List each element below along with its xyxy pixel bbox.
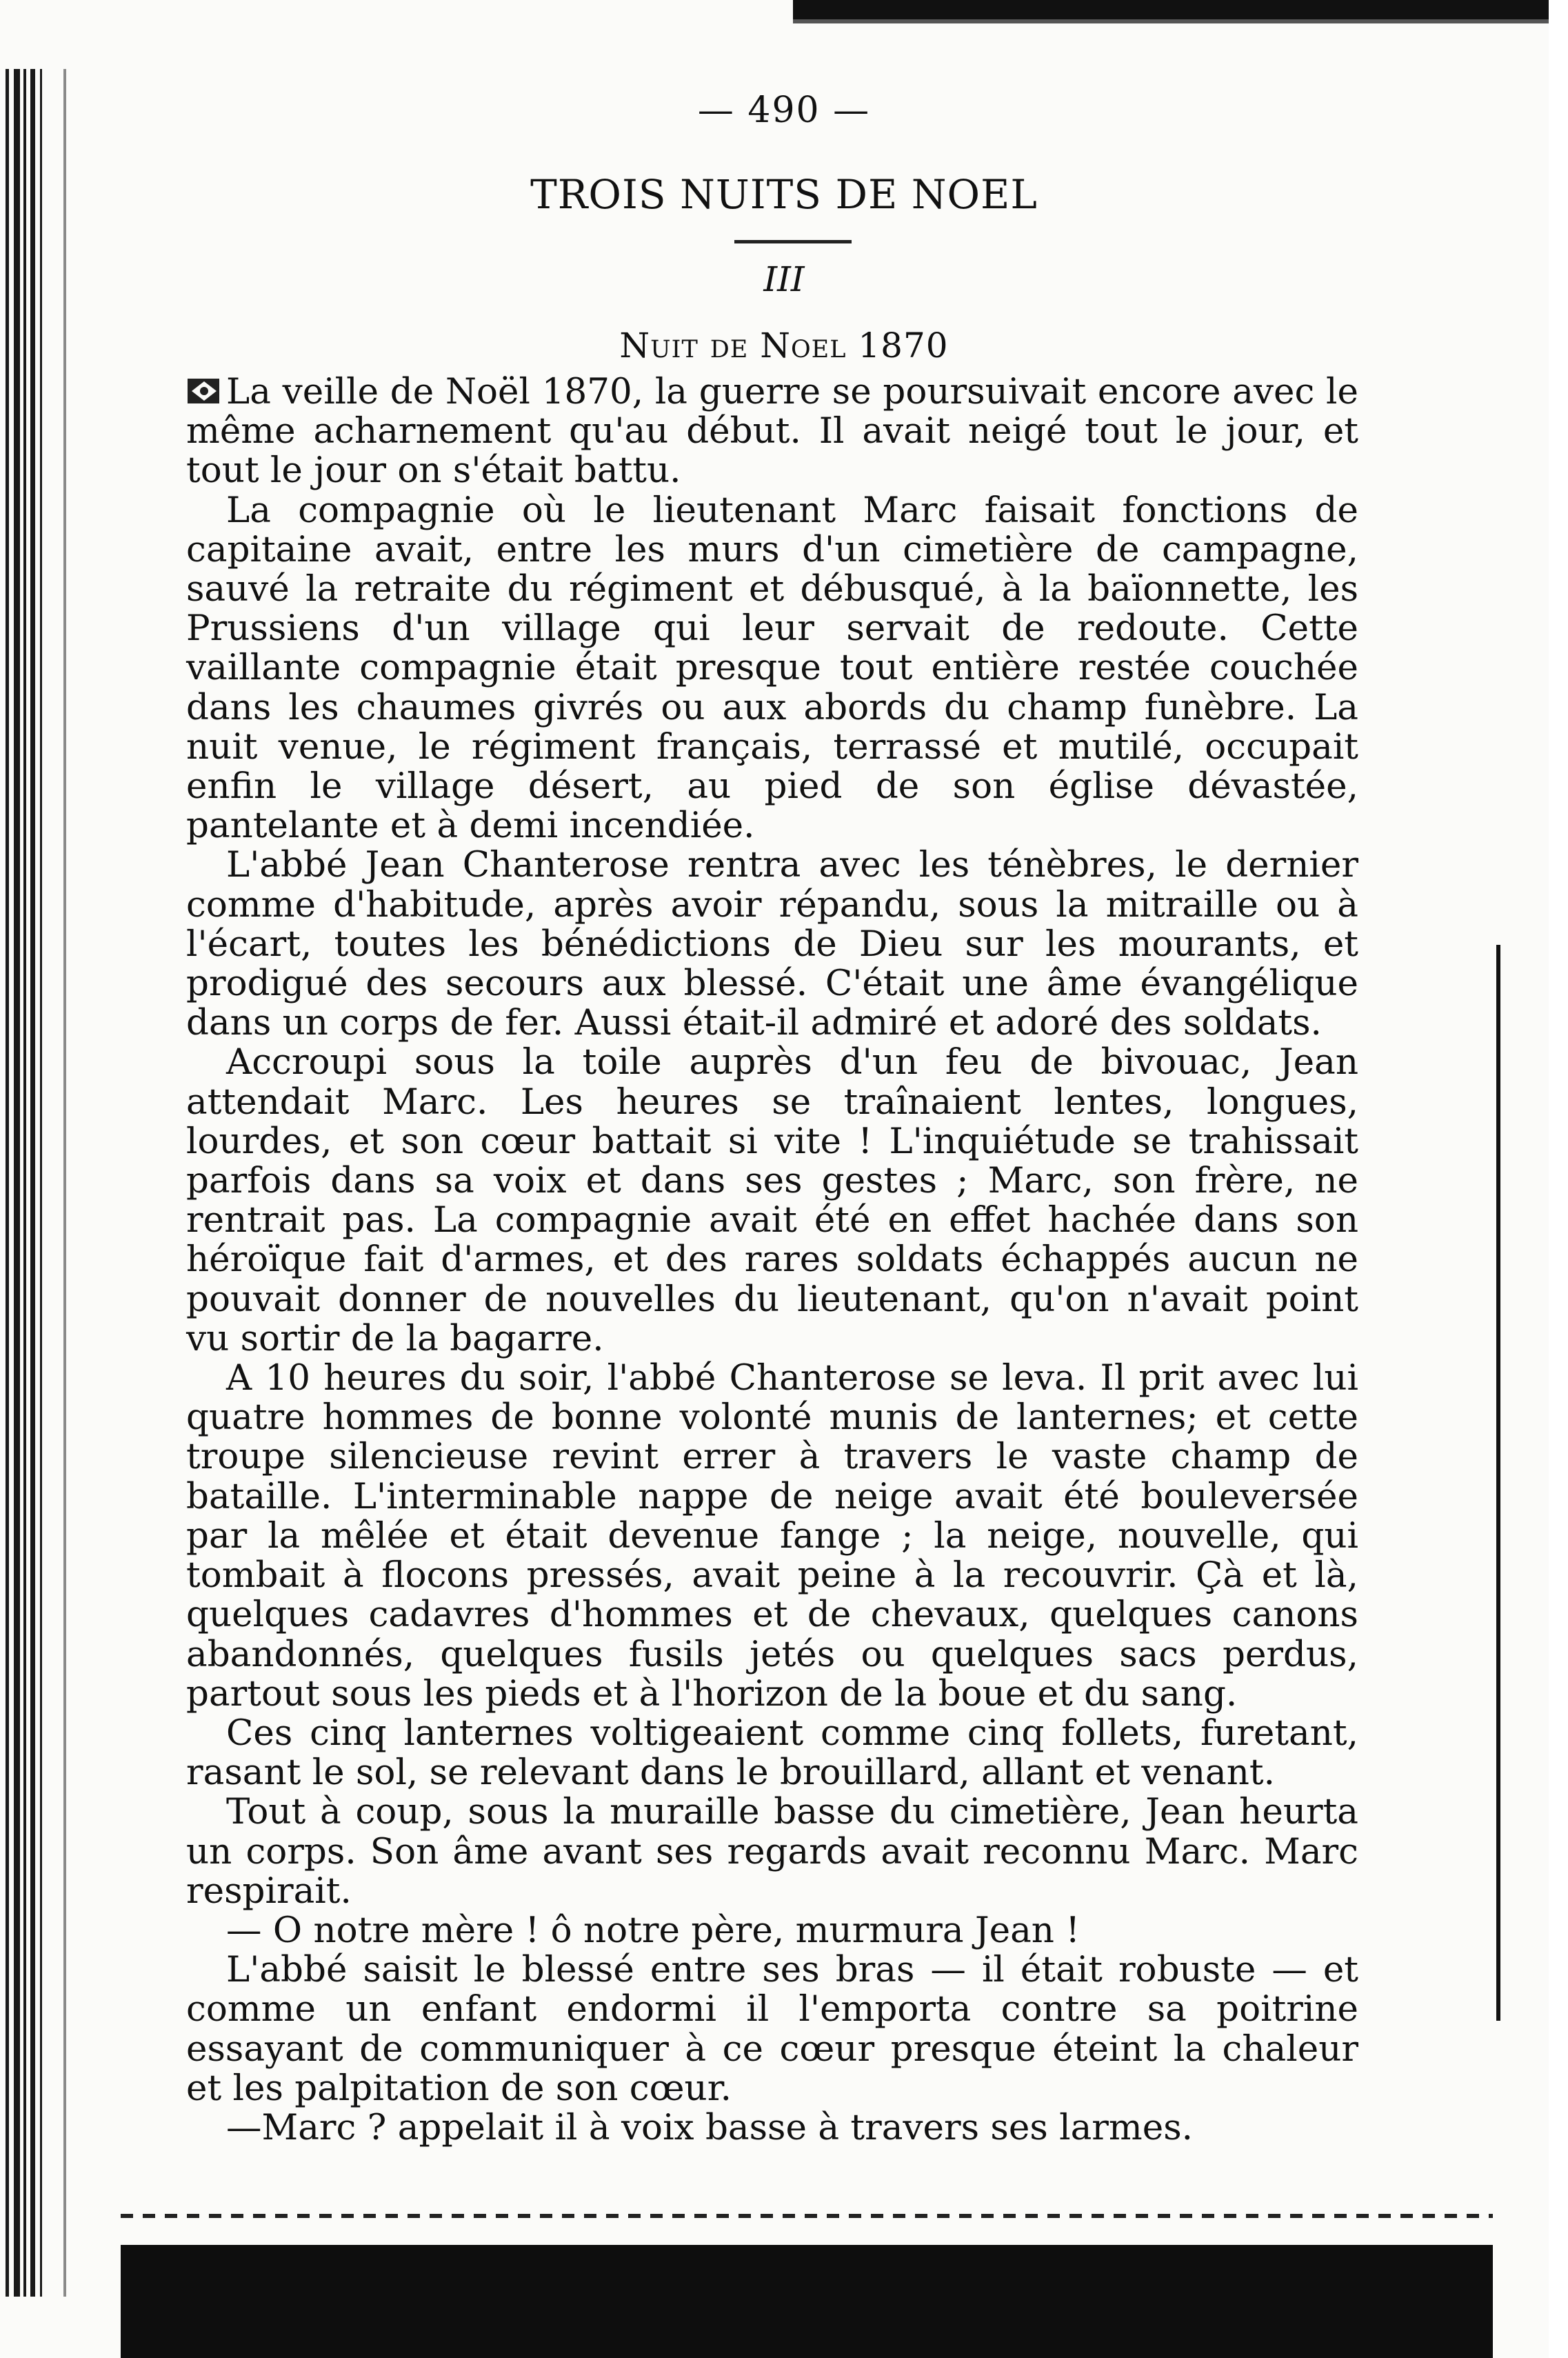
paragraph: —Marc ? appelait il à voix basse à travers ses larmes. [226,2106,1194,2148]
scan-edge-bottom [121,2245,1493,2358]
paragraph: L'abbé Jean Chanterose rentra avec les ténèbres, le dernier comme d'habitude, après avoir répandu, sous la mitraille ou à l'écart, toutes les bénédictions de Dieu sur les mourants, et prodigué des secours aux blessé. C'était une âme évangélique dans un corps de fer. Aussi était-il admiré et adoré des soldats. [186,844,1358,1044]
chapter-number: III [763,259,805,299]
chapter-subtitle: Nuit de Noel 1870 [619,326,949,366]
fleuron-ornament-icon [186,376,222,406]
paragraph: La compagnie où le lieutenant Marc faisait fonctions de capitaine avait, entre les murs d'un cimetière de campagne, sauvé la retraite du régiment et débusqué, à la baïonnette, les Prussiens d'un village qui leur servait de redoute. Cette vaillante compagnie était presque tout entière restée couchée dans les chaumes givrés ou aux abords du champ funèbre. La nuit venue, le régiment français, terrassé et mutilé, occupait enfin le village désert, au pied de son église dévastée, pantelante et à demi incendiée. [186,489,1358,847]
story-title: TROIS NUITS DE NOEL [530,171,1038,218]
binding-edge [0,69,76,2297]
paragraph: — O notre mère ! ô notre père, murmura Jean ! [226,1909,1080,1951]
title-divider [734,240,852,243]
paragraph: Tout à coup, sous la muraille basse du cimetière, Jean heurta un corps. Son âme avant ses regards avait reconnu Marc. Marc respirait. [186,1791,1358,1912]
paragraph [186,372,1358,491]
scan-edge-rule [1496,945,1500,2021]
scan-edge-top [793,0,1568,33]
paragraph: L'abbé saisit le blessé entre ses bras — il était robuste — et comme un enfant endormi il l'emporta contre sa poitrine essayant de communiquer à ce cœur presque éteint la chaleur et les palpitation de son cœur. [186,1949,1358,2109]
scan-edge-bottom-dash [121,2214,1493,2218]
story-body [186,372,1358,2148]
paragraph: Ces cinq lanternes voltigeaient comme cinq follets, furetant, rasant le sol, se relevant dans le brouillard, allant et venant. [186,1712,1358,1794]
page-number: — 490 — [697,90,871,131]
paragraph: Accroupi sous la toile auprès d'un feu de bivouac, Jean attendait Marc. Les heures se traînaient lentes, longues, lourdes, et son cœur battait si vite ! L'inquiétude se trahissait parfois dans sa voix et dans ses gestes ; Marc, son frère, ne rentrait pas. La compagnie avait été en effet hachée dans son héroïque fait d'armes, et des rares soldats échappés aucun ne pouvait donner de nouvelles du lieutenant, qu'on n'avait point vu sortir de la bagarre. [186,1041,1358,1359]
paragraph: A 10 heures du soir, l'abbé Chanterose se leva. Il prit avec lui quatre hommes de bonne volonté munis de lanternes; et cette troupe silencieuse revint errer à travers le vaste champ de bataille. L'interminable nappe de neige avait été bouleversée par la mêlée et était devenue fange ; la neige, nouvelle, qui tombait à flocons pressés, avait peine à la recouvrir. Çà et là, quelques cadavres d'hommes et de chevaux, quelques canons abandonnés, quelques fusils jetés ou quelques sacs perdus, partout sous les pieds et à l'horizon de la boue et du sang. [186,1357,1358,1715]
paragraph-text: La veille de Noël 1870, la guerre se poursuivait encore avec le même acharnement qu'au début. Il avait neigé tout le jour, et tout le jour on s'était battu. [186,371,1358,492]
